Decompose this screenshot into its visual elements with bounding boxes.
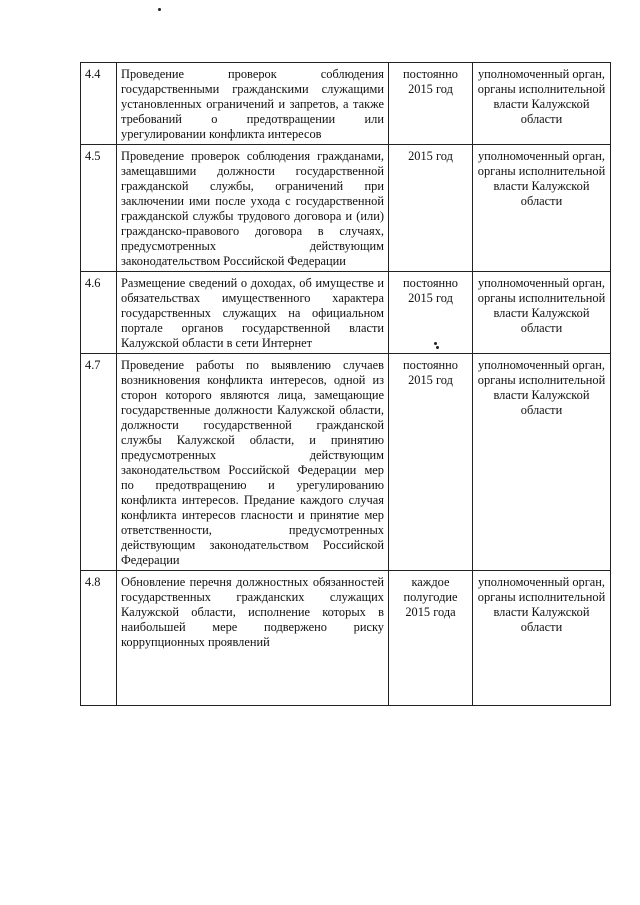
measure-executor: уполномоченный орган, органы исполнительной власти Калужской области: [473, 63, 611, 145]
scan-speck: [158, 8, 161, 11]
measure-term: каждое полугодие 2015 года: [389, 571, 473, 706]
row-number: 4.8: [81, 571, 117, 706]
table-row: [81, 63, 611, 145]
measure-term: постоянно 2015 год: [389, 272, 473, 354]
measure-term: постоянно 2015 год: [389, 63, 473, 145]
table-row: [81, 145, 611, 272]
measure-description: Обновление перечня должностных обязанностей государственных гражданских служащих Калужской области, исполнение которых в наибольшей мере подвержено риску коррупционных проявлений: [117, 571, 389, 706]
measure-description: Проведение проверок соблюдения гражданами, замещавшими должности государственной гражданской службы, ограничений при заключении ими после ухода с государственной гражданской службы трудового договора и (или) гражданско-правового договора в случаях, предусмотренных действующим законодательством Российской Федерации: [117, 145, 389, 272]
measures-table: [80, 62, 611, 706]
row-number: 4.5: [81, 145, 117, 272]
measure-description: Проведение работы по выявлению случаев возникновения конфликта интересов, одной из сторон которого являются лица, замещающие государственные должности Калужской области, должности государственной гражданской службы Калужской области, и принятию предусмотренных действующим законодательством Российской Федерации мер по предотвращению и урегулированию конфликта интересов. Предание каждого случая конфликта интересов гласности и принятие мер ответственности, предусмотренных действующим законодательством Российской Федерации: [117, 354, 389, 571]
table-row: [81, 272, 611, 354]
measure-executor: уполномоченный орган, органы исполнительной власти Калужской области: [473, 272, 611, 354]
measure-executor: уполномоченный орган, органы исполнительной власти Калужской области: [473, 571, 611, 706]
row-number: 4.7: [81, 354, 117, 571]
measure-executor: уполномоченный орган, органы исполнительной власти Калужской области: [473, 145, 611, 272]
measure-term: 2015 год: [389, 145, 473, 272]
row-number: 4.4: [81, 63, 117, 145]
measure-executor: уполномоченный орган, органы исполнительной власти Калужской области: [473, 354, 611, 571]
table-row: [81, 354, 611, 571]
table-row: [81, 571, 611, 706]
measure-description: Размещение сведений о доходах, об имуществе и обязательствах имущественного характера государственных служащих на официальном портале органов государственной власти Калужской области в сети Интернет: [117, 272, 389, 354]
measure-term: постоянно 2015 год: [389, 354, 473, 571]
measure-description: Проведение проверок соблюдения государственными гражданскими служащими установленных ограничений и запретов, а также требований о предотвращении или урегулировании конфликта интересов: [117, 63, 389, 145]
row-number: 4.6: [81, 272, 117, 354]
